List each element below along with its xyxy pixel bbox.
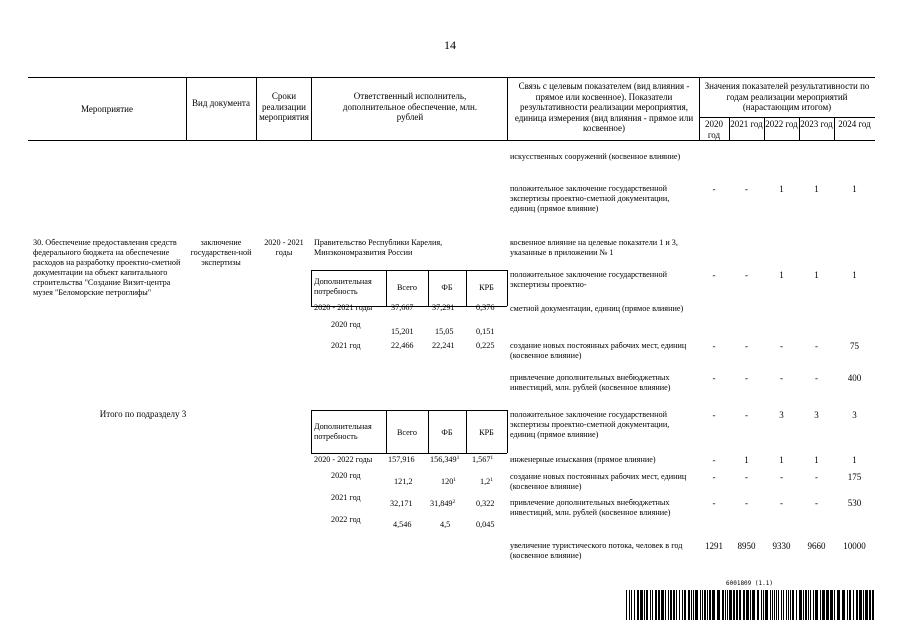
fin-row-total: 22,466	[391, 341, 414, 350]
fin-krb-header: КРБ	[479, 428, 494, 437]
link-text: искусственных сооружений (косвенное влияние)	[510, 152, 681, 161]
link-text: положительное заключение государственной экспертизы проектно-сметной документации, единиц (прямое влияние)	[510, 184, 670, 213]
value-cell: 1	[744, 455, 749, 465]
fin-row-fb: 15,05	[435, 327, 454, 336]
value-cell: 75	[850, 341, 859, 351]
fin-row-total: 121,2	[394, 477, 413, 486]
fin-row-krb: 0,322	[476, 499, 495, 508]
page-number: 14	[444, 38, 456, 52]
fin-total-header: Всего	[396, 428, 418, 437]
activity-item-30: 30. Обеспечение предоставления средств федерального бюджета на обеспечение расходов на разработку проектно-сметной документации на объект капитального строительства "Создание Визит-центра музея "Беломорские петроглифы"	[33, 238, 181, 297]
header-top-rule	[28, 77, 875, 78]
value-cell: -	[712, 373, 716, 383]
value-cell: 1	[852, 270, 857, 280]
value-cell: 400	[847, 373, 862, 383]
value-cell: -	[712, 455, 716, 465]
fin-row-krb: 0,225	[476, 341, 495, 350]
link-text: косвенное влияние на целевые показатели 1 и 3, указанные в приложении № 1	[510, 238, 678, 257]
fin-row-label: 2020 - 2022 годы	[314, 455, 373, 464]
fin-total-header: Всего	[396, 283, 418, 292]
year-2022: 2022 год	[765, 119, 798, 129]
value-cell: -	[780, 341, 783, 351]
fin-row-label: 2022 год	[331, 515, 361, 524]
link-text: инженерные изыскания (прямое влияние)	[510, 455, 656, 464]
fin-row-krb: 0,151	[476, 327, 495, 336]
fin-fb-header: ФБ	[441, 428, 453, 437]
header-doc-type: Вид документа	[192, 98, 250, 108]
fin-row-label: 2021 год	[331, 341, 361, 350]
value-cell: 1	[852, 184, 857, 194]
link-text: создание новых постоянных рабочих мест, единиц (косвенное влияние)	[510, 472, 687, 491]
value-cell: 9660	[807, 541, 826, 551]
fin-row-label: 2021 год	[331, 493, 361, 502]
header-activity: Мероприятие	[81, 104, 133, 114]
value-cell: -	[712, 410, 716, 420]
value-cell: -	[745, 270, 748, 280]
link-text: положительное заключение государственной экспертизы проектно-	[510, 270, 667, 289]
value-cell: 1291	[705, 541, 723, 551]
value-cell: -	[712, 270, 716, 280]
fin-row-krb: 1,567$^1$	[472, 455, 494, 464]
fin-row-total: 15,201	[391, 327, 414, 336]
value-cell: -	[780, 373, 783, 383]
link-text: создание новых постоянных рабочих мест, единиц (косвенное влияние)	[510, 341, 687, 360]
value-cell: -	[745, 472, 748, 482]
fin-krb-header: КРБ	[479, 283, 494, 292]
value-cell: -	[815, 341, 818, 351]
header-link: Связь с целевым показателем (вид влияния - прямое или косвенное). Показатели результативности реализации мероприятия, единица измерения (вид влияния - прямое или косвенное)	[514, 81, 694, 133]
fin-row-fb: 22,241	[432, 341, 455, 350]
fin-row-krb: $1,2^1$	[480, 477, 493, 486]
value-cell: 1	[779, 270, 784, 280]
header-responsible: Ответственный исполнитель, дополнительное обеспечение, млн. рублей	[342, 91, 478, 122]
value-cell: 175	[847, 472, 862, 482]
fin-row-krb: 0,376	[476, 303, 495, 312]
value-cell: 9330	[772, 541, 791, 551]
terms-item-30: 2020 - 2021 годы	[264, 238, 304, 257]
year-2023: 2023 год	[800, 119, 833, 129]
year-2021: 2021 год	[730, 119, 763, 129]
year-2020: 2020 год	[705, 119, 723, 140]
fin-row-total: 157,916	[388, 455, 415, 464]
value-cell: -	[745, 184, 748, 194]
fin-row-label: 2020 - 2021 годы	[314, 303, 373, 312]
fin-row-fb: 4,5	[440, 520, 451, 529]
value-cell: -	[815, 373, 818, 383]
fin-row-label: 2020 год	[331, 471, 361, 480]
link-text: сметной документации, единиц (прямое влияние)	[510, 304, 684, 313]
value-cell: -	[712, 341, 716, 351]
value-cell: -	[815, 498, 818, 508]
value-cell: 10000	[843, 541, 866, 551]
value-cell: 530	[847, 498, 862, 508]
fin-fb-header: ФБ	[441, 283, 453, 292]
barcode-caption: 6001809 (1.1)	[726, 580, 773, 587]
value-cell: -	[745, 341, 748, 351]
fin-need-header: Дополнительная потребность	[314, 422, 372, 441]
fin-row-fb: 37,291	[432, 303, 455, 312]
value-cell: -	[745, 373, 748, 383]
doc-type-item-30: заключение государствен-ной экспертизы	[190, 238, 252, 267]
barcode-image	[626, 590, 876, 620]
value-cell: 1	[779, 184, 784, 194]
value-cell: -	[745, 498, 748, 508]
value-cell: 3	[852, 410, 857, 420]
header-bottom-rule	[28, 140, 875, 141]
subtotal-title: Итого по подразделу 3	[99, 409, 187, 419]
fin-row-label: 2020 год	[331, 320, 361, 329]
value-cell: -	[712, 472, 716, 482]
responsible-item-30: Правительство Республики Карелия, Минэкономразвития России	[314, 238, 443, 257]
fin-need-header: Дополнительная потребность	[314, 277, 372, 296]
fin-row-fb: $120^1$	[441, 477, 457, 486]
value-cell: 1	[852, 455, 857, 465]
value-cell: -	[712, 498, 716, 508]
value-cell: 3	[814, 410, 819, 420]
value-cell: -	[712, 184, 716, 194]
fin-row-fb: 156,349$^1$	[430, 455, 460, 464]
year-2024: 2024 год	[838, 119, 871, 129]
link-text: увеличение туристического потока, человек в год (косвенное влияние)	[510, 541, 683, 560]
value-cell: -	[780, 498, 783, 508]
fin-row-total: 4,546	[393, 520, 412, 529]
link-text: положительное заключение государственной экспертизы проектно-сметной документации, единиц (прямое влияние)	[510, 410, 670, 439]
value-cell: 3	[779, 410, 784, 420]
value-cell: 1	[779, 455, 784, 465]
fin-row-total: 37,667	[391, 303, 414, 312]
header-values: Значения показателей результативности по годам реализации мероприятий (нарастающим итогом)	[704, 81, 870, 112]
link-text: привлечение дополнительных внебюджетных инвестиций, млн. рублей (косвенное влияние)	[510, 498, 671, 517]
header-terms: Сроки реализации мероприятия	[259, 91, 309, 122]
fin-row-fb: 31,849$^2$	[430, 499, 456, 508]
value-cell: -	[815, 472, 818, 482]
value-cell: 1	[814, 184, 819, 194]
fin-row-krb: 0,045	[476, 520, 495, 529]
value-cell: 1	[814, 455, 819, 465]
fin-row-total: 32,171	[390, 499, 413, 508]
value-cell: 8950	[737, 541, 756, 551]
value-cell: -	[745, 410, 748, 420]
value-cell: -	[780, 472, 783, 482]
value-cell: 1	[814, 270, 819, 280]
link-text: привлечение дополнительных внебюджетных инвестиций, млн. рублей (косвенное влияние)	[510, 373, 671, 392]
